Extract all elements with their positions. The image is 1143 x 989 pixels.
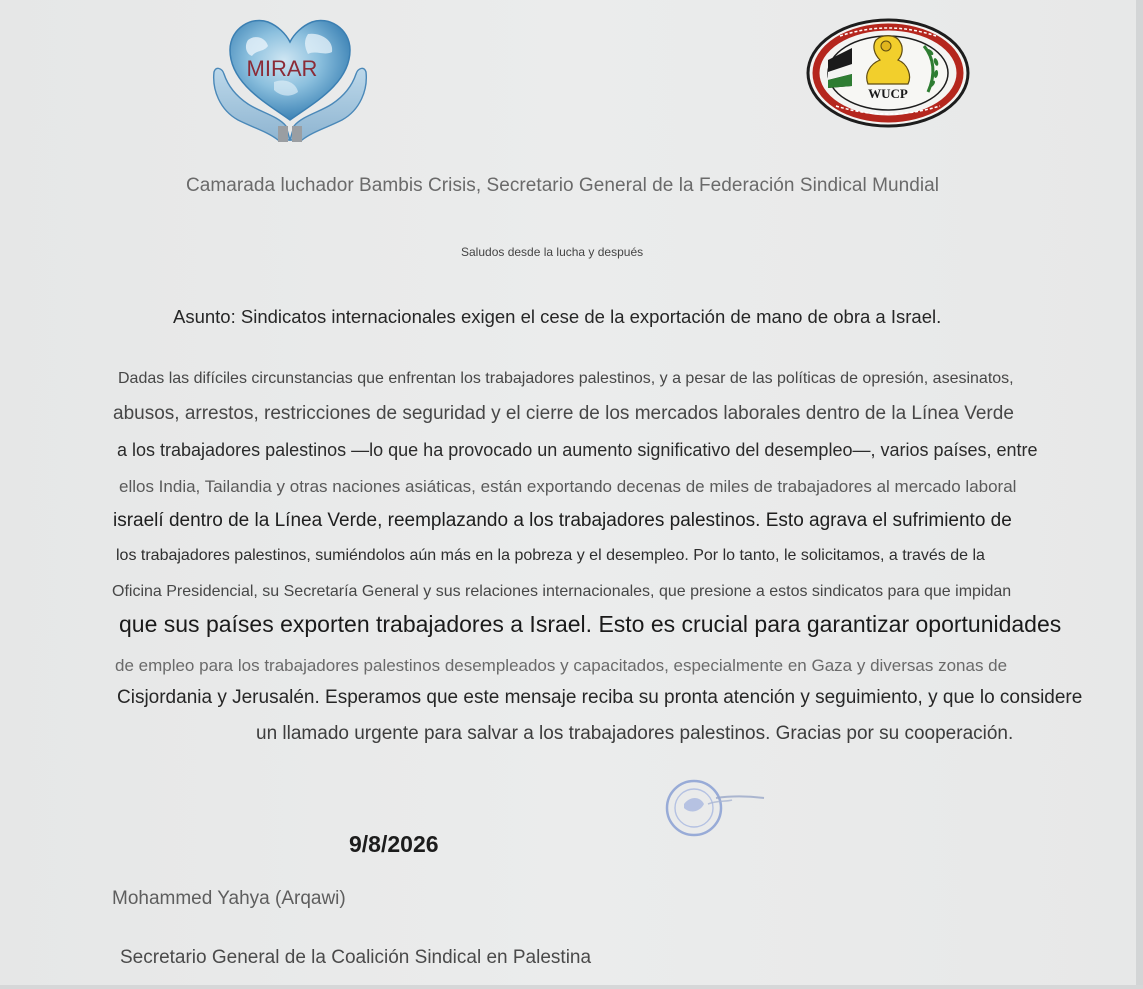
mirar-logo-text: MIRAR [246,56,318,81]
body-line: ellos India, Tailandia y otras naciones asiáticas, están exportando decenas de miles de trabajadores al mercado laboral [119,477,1017,496]
body-line: israelí dentro de la Línea Verde, reemplazando a los trabajadores palestinos. Esto agrava el sufrimiento de [113,510,1012,531]
recipient-line: Camarada luchador Bambis Crisis, Secretario General de la Federación Sindical Mundial [186,175,939,196]
subject-line: Asunto: Sindicatos internacionales exigen el cese de la exportación de mano de obra a Israel. [173,306,942,327]
signer-name: Mohammed Yahya (Arqawi) [112,888,346,909]
stamp-seal [660,774,770,844]
greeting-line: Saludos desde la lucha y después [461,245,644,259]
body-line: Dadas las difíciles circunstancias que enfrentan los trabajadores palestinos, y a pesar de las políticas de opresión, asesinatos, [118,370,1014,387]
body-line: los trabajadores palestinos, sumiéndolos aún más en la pobreza y el desempleo. Por lo tanto, le solicitamos, a través de la [116,547,985,564]
body-line: Oficina Presidencial, su Secretaría General y sus relaciones internacionales, que presione a estos sindicatos para que impidan [112,583,1012,600]
mirar-logo [208,12,372,142]
wucp-logo [806,18,970,128]
body-line: abusos, arrestos, restricciones de seguridad y el cierre de los mercados laborales dentro de la Línea Verde [113,403,1014,424]
body-line: Cisjordania y Jerusalén. Esperamos que este mensaje reciba su pronta atención y seguimiento, y que lo considere [117,687,1083,708]
body-line: un llamado urgente para salvar a los trabajadores palestinos. Gracias por su cooperación. [256,723,1014,744]
wucp-logo-text: WUCP [868,86,908,101]
page-edge-bottom [0,985,1143,989]
letter-date: 9/8/2026 [349,831,439,857]
body-line: que sus países exporten trabajadores a Israel. Esto es crucial para garantizar oportunidades [119,611,1062,637]
page-edge-right [1136,0,1143,989]
body-line: a los trabajadores palestinos —lo que ha provocado un aumento significativo del desempleo—, varios países, entre [117,440,1038,460]
body-line: de empleo para los trabajadores palestinos desempleados y capacitados, especialmente en Gaza y diversas zonas de [115,656,1008,675]
signer-title: Secretario General de la Coalición Sindical en Palestina [120,947,592,968]
